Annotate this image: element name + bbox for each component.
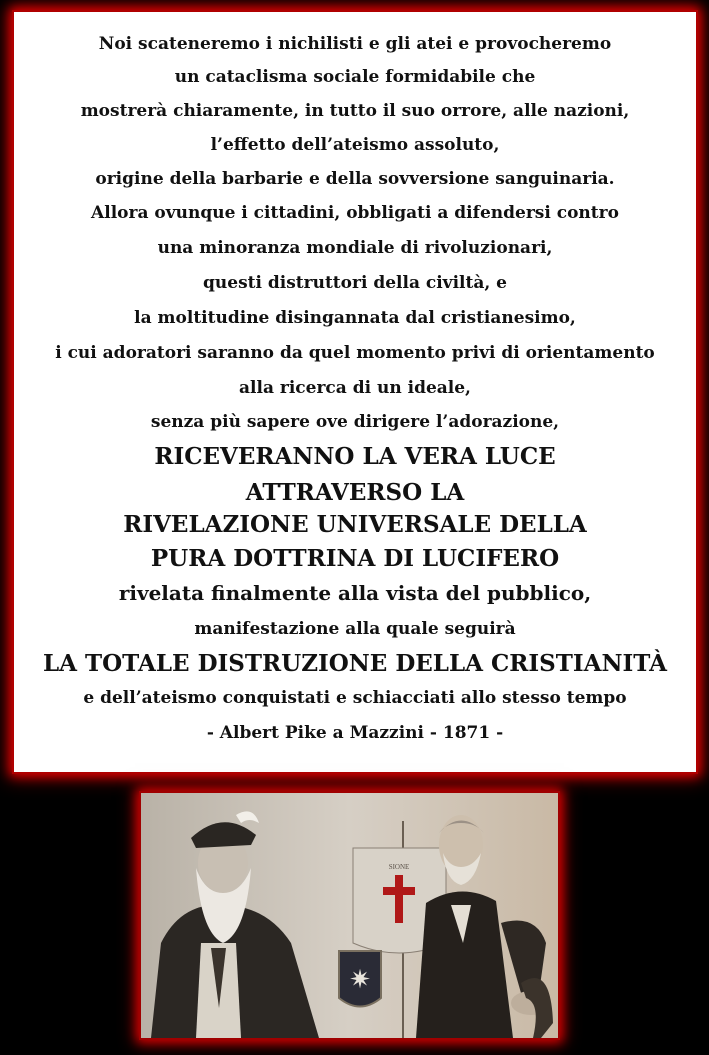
quote-line: questi distruttori della civiltà, e xyxy=(203,273,507,293)
quote-line: la moltitudine disingannata dal cristianesimo, xyxy=(134,308,576,328)
quote-line: una minoranza mondiale di rivoluzionari, xyxy=(157,238,553,258)
quote-line: alla ricerca di un ideale, xyxy=(239,378,471,398)
quote-line: Allora ovunque i cittadini, obbligati a difendersi contro xyxy=(91,203,619,223)
emblem-shield-icon xyxy=(339,951,381,1007)
quote-line: senza più sapere ove dirigere l’adorazione, xyxy=(150,412,560,432)
quote-headline: RICEVERANNO LA VERA LUCE xyxy=(154,443,556,470)
quote-headline: PURA DOTTRINA DI LUCIFERO xyxy=(150,545,560,572)
quote-line: un cataclisma sociale formidabile che xyxy=(174,67,536,87)
quote-line: manifestazione alla quale seguirà xyxy=(194,619,516,639)
quote-headline: LA TOTALE DISTRUZIONE DELLA CRISTIANITÀ xyxy=(43,650,667,677)
svg-text:✷: ✷ xyxy=(349,965,371,995)
red-cross-icon xyxy=(395,875,403,923)
quote-headline: RIVELAZIONE UNIVERSALE DELLA xyxy=(123,511,587,538)
quote-panel xyxy=(14,12,696,772)
quote-line: i cui adoratori saranno da quel momento privi di orientamento xyxy=(55,343,655,363)
quote-line: mostrerà chiaramente, in tutto il suo orrore, alle nazioni, xyxy=(80,101,630,121)
quote-line: origine della barbarie e della sovversione sanguinaria. xyxy=(95,169,615,189)
quote-line: Noi scateneremo i nichilisti e gli atei e provocheremo xyxy=(98,34,612,54)
quote-headline: ATTRAVERSO LA xyxy=(245,479,465,506)
quote-line: rivelata finalmente alla vista del pubblico, xyxy=(118,581,592,605)
quote-line: e dell’ateismo conquistati e schiacciati allo stesso tempo xyxy=(83,688,627,708)
banner-text: SIONE xyxy=(388,863,410,871)
quote-attribution: - Albert Pike a Mazzini - 1871 - xyxy=(206,723,504,743)
portrait-photo xyxy=(141,793,558,1038)
quote-line: l’effetto dell’ateismo assoluto, xyxy=(210,135,500,155)
portrait-illustration xyxy=(141,793,558,1038)
